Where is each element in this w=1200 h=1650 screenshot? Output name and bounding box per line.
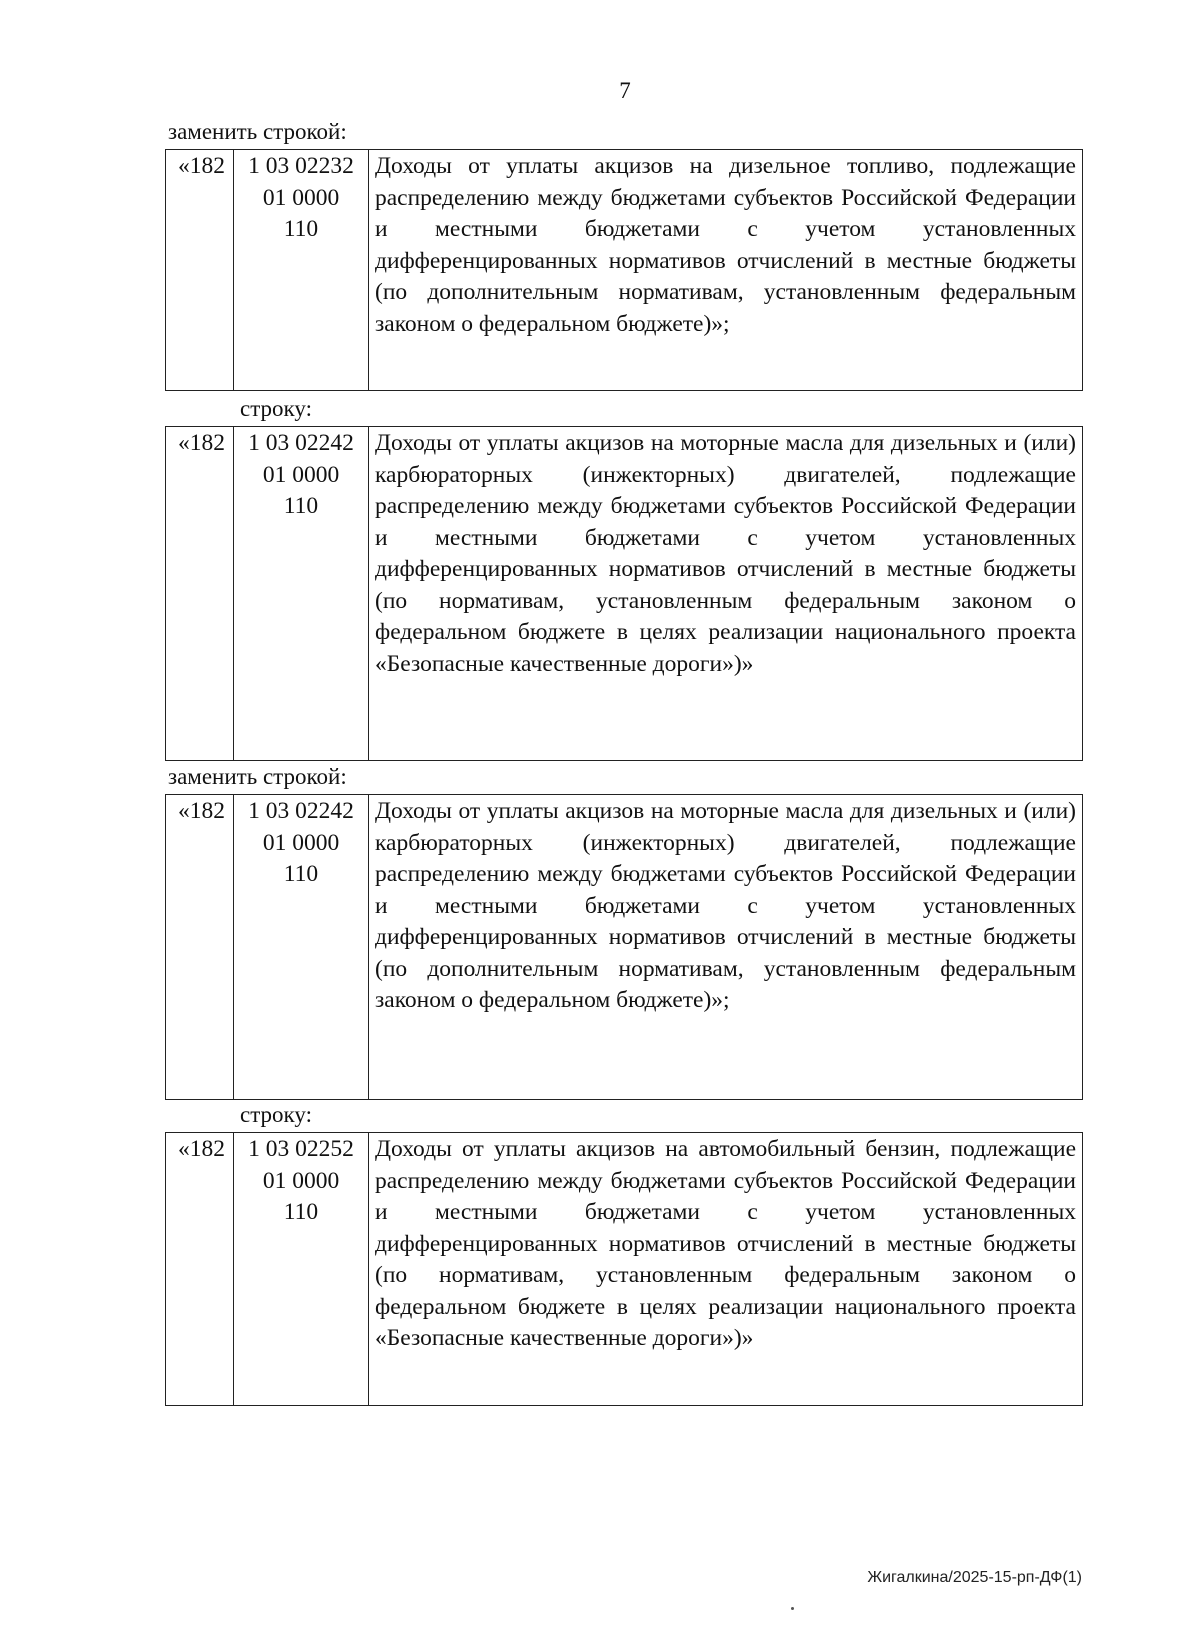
revenue-description-cell: Доходы от уплаты акцизов на моторные масла для дизельных и (или) карбюраторных (инжекторных) двигателей, подлежащие распределению между бюджетами субъектов Российской Федерации и местными бюджетами с учетом установленных дифференцированных нормативов отчислений в местные бюджеты (по дополнительным нормативам, установленным федеральным законом о федеральном бюджете)»; xyxy=(369,795,1083,1100)
kbk-line: 01 0000 xyxy=(262,461,340,488)
page-number: 7 xyxy=(619,78,631,103)
kbk-line: 1 03 02232 xyxy=(248,153,354,179)
kbk-line: 1 03 02242 xyxy=(248,430,354,456)
budget-code-table xyxy=(165,794,1083,1100)
kbk-line: 110 xyxy=(283,216,319,242)
admin-code-cell: «182 xyxy=(166,1133,234,1406)
instruction-label: строку: xyxy=(240,1102,312,1127)
table-row xyxy=(166,150,1083,391)
kbk-cell xyxy=(234,795,369,1100)
revenue-description-cell: Доходы от уплаты акцизов на дизельное топливо, подлежащие распределению между бюджетами субъектов Российской Федерации и местными бюджетами с учетом установленных дифференцированных нормативов отчислений в местные бюджеты (по дополнительным нормативам, установленным федеральным законом о федеральном бюджете)»; xyxy=(369,150,1083,391)
instruction-label: заменить строкой: xyxy=(168,764,347,789)
kbk-line: 110 xyxy=(283,861,319,887)
kbk-line: 1 03 02252 xyxy=(248,1136,354,1162)
table-row xyxy=(166,427,1083,761)
instruction-label: заменить строкой: xyxy=(168,119,347,144)
kbk-line: 01 0000 xyxy=(262,184,340,211)
budget-code-table xyxy=(165,1132,1083,1406)
kbk-cell xyxy=(234,150,369,391)
kbk-cell xyxy=(234,1133,369,1406)
kbk-line: 01 0000 xyxy=(262,1167,340,1194)
kbk-line: 01 0000 xyxy=(262,829,340,856)
instruction-label: строку: xyxy=(240,396,312,421)
scan-speck xyxy=(791,1607,794,1610)
kbk-line: 110 xyxy=(283,1199,319,1225)
document-reference-footer: Жигалкина/2025-15-рп-ДФ(1) xyxy=(867,1569,1082,1586)
kbk-line: 1 03 02242 xyxy=(248,798,354,824)
revenue-description-cell: Доходы от уплаты акцизов на автомобильный бензин, подлежащие распределению между бюджетами субъектов Российской Федерации и местными бюджетами с учетом установленных дифференцированных нормативов отчислений в местные бюджеты (по нормативам, установленным федеральным законом о федеральном бюджете в целях реализации национального проекта «Безопасные качественные дороги»)» xyxy=(369,1133,1083,1406)
admin-code-cell: «182 xyxy=(166,795,234,1100)
budget-code-table xyxy=(165,149,1083,391)
budget-code-table xyxy=(165,426,1083,761)
kbk-line: 110 xyxy=(283,493,319,519)
admin-code-cell: «182 xyxy=(166,427,234,761)
kbk-cell xyxy=(234,427,369,761)
revenue-description-cell: Доходы от уплаты акцизов на моторные масла для дизельных и (или) карбюраторных (инжекторных) двигателей, подлежащие распределению между бюджетами субъектов Российской Федерации и местными бюджетами с учетом установленных дифференцированных нормативов отчислений в местные бюджеты (по нормативам, установленным федеральным законом о федеральном бюджете в целях реализации национального проекта «Безопасные качественные дороги»)» xyxy=(369,427,1083,761)
table-row xyxy=(166,795,1083,1100)
table-row xyxy=(166,1133,1083,1406)
admin-code-cell: «182 xyxy=(166,150,234,391)
